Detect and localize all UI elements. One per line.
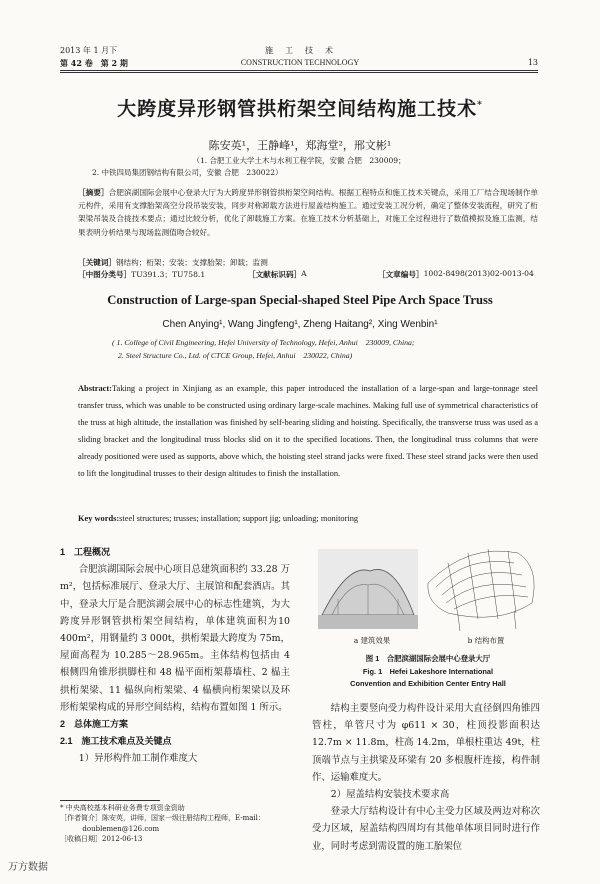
- section-2-1-2-heading: 2）屋盖结构安装技术要求高: [330, 789, 450, 801]
- header-date: 2013 年 1 月下: [60, 46, 118, 55]
- keywords-en: Key words:steel structures; trusses; installation; support jig; unloading; monitoring: [78, 514, 359, 523]
- footnote-email: doublemen@126.com: [82, 824, 160, 833]
- affiliation-en-1: ( 1. College of Civil Engineering, Hefei University of Technology, Hefei, Anhui 230009, China;: [112, 338, 415, 347]
- affiliation-en-2: 2. Steel Structure Co., Ltd. of CTCE Group, Hefei, Anhui 230022, China): [118, 351, 353, 360]
- header-journal-en: CONSTRUCTION TECHNOLOGY: [240, 58, 360, 67]
- affiliation-cn-2: 2. 中铁四局集团钢结构有限公司，安徽 合肥 230022）: [92, 168, 283, 177]
- section-1-text: 合肥滨湖国际会展中心项目总建筑面积约 33.28 万 m²，包括标准展厅、登录大厅、主展馆和配套酒店。其中，登录大厅是合肥滨湖会展中心的标志性建筑，为大跨度异形钢管拱桁架空间结构，单体建筑面积为10 400m²，用钢量约 3 000t，拱桁架最大跨度为 75m，屋面高程为 10.285～28.965m。主体结构包括由 4 根侧四角锥形拱脚柱和 48 榀平面桁架幕墙柱、2 榀主拱桁架梁、11 榀纵向桁架梁、4 榀横向桁架梁以及环形桁架梁构成的异形空间结构，结构布置如图 1 所示。: [60, 564, 290, 713]
- section-2-1-1-heading: 1）异形构件加工制作难度大: [78, 753, 198, 765]
- authors-cn: 陈安英¹，王静峰¹，郑海堂²，邢文彬¹: [208, 139, 392, 152]
- clc-code: ［中图分类号］ TU391.3；TU758.1: [78, 270, 206, 279]
- header-volume: 第 42 卷 第 2 期: [60, 58, 128, 68]
- right-paragraph-1: 结构主要竖向受力构件设计采用大直径倒四角锥四管柱，单管尺寸为 φ611 × 30，柱顶投影面积达 12.7m × 11.8m，柱高 14.2m，单根柱重达 49t，柱顶端节点与主拱梁及环梁有 20 多根腹杆连接，构件制作、运输难度大。: [312, 703, 540, 783]
- header-rule-2: [60, 72, 538, 73]
- authors-en: Chen Anying¹, Wang Jingfeng¹, Zheng Haitang², Xing Wenbin¹: [162, 319, 438, 330]
- affiliation-cn-1: （1. 合肥工业大学土木与水利工程学院，安徽 合肥 230009；: [192, 156, 406, 165]
- right-paragraph-2: 登录大厅结构设计有中心主受力区域及两边对称次受力区域，屋盖结构四周均有其他单体项目同时进行作业，同时考虑到需设置的施工胎架位: [312, 806, 540, 852]
- title-footnote-mark: *: [477, 100, 483, 111]
- abstract-cn: ［摘要］合肥滨湖国际会展中心登录大厅为大跨度异形钢管拱桁架空间结构。根据工程特点和施工技术关键点，采用工厂结合现场制作单元构件，采用有支撑胎架高空分段吊装安装，同步对称卸载方法进行屋盖结构施工。通过安装工况分析，确定了整体安装流程，研究了桁架梁吊装及合拢技术要点；通过比较分析，优化了卸载施工方案。在施工技术分析基础上，对施工全过程进行了数值模拟及施工监测，结果表明分析结果与现场监测值吻合较好。: [78, 188, 538, 237]
- header-journal-cn: 施 工 技 术: [265, 46, 335, 55]
- section-2-1-heading: 2.1 施工技术难点及关键点: [60, 736, 172, 747]
- figure-1-caption-en-2: Convention and Exhibition Center Entry Hall: [350, 679, 506, 688]
- footnote: [60, 803, 290, 845]
- keywords-cn: ［关键词］钢结构；桁架；安装；支撑胎架；卸载；监测: [78, 258, 268, 267]
- left-column: [60, 544, 290, 768]
- figure-1-caption-en-1: Fig. 1 Hefei Lakeshore International: [362, 667, 494, 676]
- structure-wireframe: [428, 549, 534, 631]
- building-base: [318, 615, 418, 629]
- header-page: 13: [527, 58, 538, 67]
- section-2-heading: 2 总体施工方案: [60, 719, 129, 730]
- classification-row: [78, 269, 538, 281]
- footnote-received: ［收稿日期］2012-06-13: [60, 835, 143, 844]
- abstract-en: Abstract:Taking a project in Xinjiang as an example, this paper introduced the installation of a large-span and large-tonnage steel transfer truss, which was unable to be constructed using ordinary large-scale machines. Making full use of symmetrical characteristics of the truss at high altitude, the installation was finished by self-bearing sliding and hoisting. Specifically, the transverse truss was used as a sliding bracket and the longitudinal truss blocks slid on it to the specified locations. Then, the longitudinal truss columns that were already positioned were used as supports, above which, the hoisting steel strand jacks were fixed. These steel strand jacks were then used to lift the longitudinal trusses to their design altitudes to finish the installation.: [78, 384, 538, 478]
- article-id: ［文章编号］ 1002-8498(2013)02-0013-04: [378, 269, 534, 279]
- paper-title-cn: 大跨度异形钢管拱桁架空间结构施工技术*: [117, 98, 483, 120]
- watermark: 万方数据: [8, 862, 48, 873]
- figure-1-caption-cn: 图 1 合肥滨湖国际会展中心登录大厅: [365, 654, 491, 663]
- right-column: [312, 700, 540, 855]
- figure-1a-label: a 建筑效果: [353, 636, 391, 645]
- section-1-heading: 1 工程概况: [60, 547, 111, 557]
- paper-title-en: Construction of Large-span Special-shaped Steel Pipe Arch Space Truss: [107, 293, 493, 307]
- doc-code: ［文献标识码］ A: [248, 269, 307, 279]
- header-rule: [60, 70, 538, 71]
- footnote-author: ［作者简介］陈安英，讲师，国家一级注册结构工程师，E-mail：: [60, 814, 265, 823]
- figure-1b-label: b 结构布置: [467, 636, 505, 645]
- footnote-fund: * 中央高校基本科研业务费专项资金资助: [60, 804, 185, 812]
- figure-1-image: [318, 543, 540, 635]
- footnote-rule: [60, 800, 160, 801]
